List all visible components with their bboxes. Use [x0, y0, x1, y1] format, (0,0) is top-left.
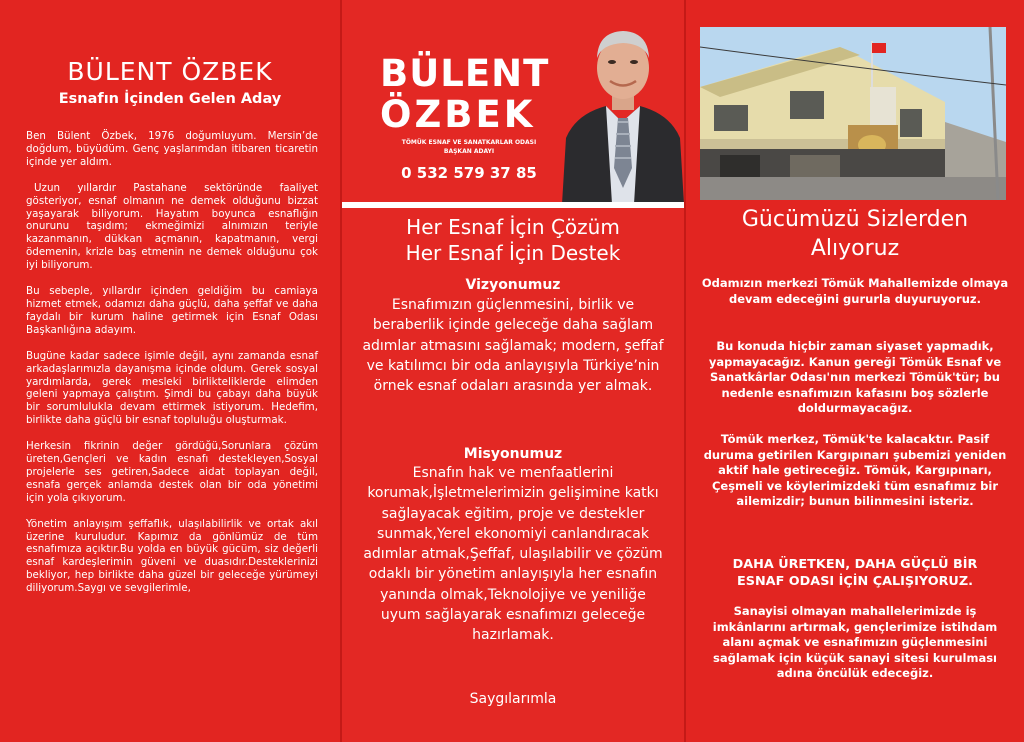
branch-text: Tömük merkez, Tömük'te kalacaktır. Pasif duruma getirilen Kargıpınarı şubemizi yeniden aktif hale getireceğiz. Tömük, Kargıpınarı, Çeşmeli ve köylerimizdeki tüm esnafımız bir ailemizdir; bunun bilinmesini isteriz. — [703, 432, 1007, 509]
headline-line: Her Esnaf İçin Çözüm — [406, 215, 620, 239]
slogan-line: DAHA ÜRETKEN, DAHA GÜÇLÜ BİR — [732, 557, 978, 572]
section-headline — [686, 205, 1024, 263]
closing-text: Saygılarımla — [469, 691, 557, 707]
bio-paragraph: Herkesin fikrinin değer gördüğü,Sorunlara çözüm üreten,Gençleri ve kadın esnafı destekleyen,Sosyal projelerle ses getiren,Sadece aidat toplayan değil, esnafa gerçek anlamda destek olan bir oda yönetimi için yola çıkıyorum. — [26, 440, 318, 504]
headline-line: Alıyoruz — [810, 236, 900, 261]
bio-paragraph: Bugüne kadar sadece işimle değil, aynı zamanda esnaf arkadaşlarımızla dayanışma içinde oldum. Gerek sosyal yardımlarda, gerek mesleki birlikteliklerde elimden geleni yapmaya çalıştım. Şimdi bu çabayı daha büyük bir sorumlulukla devam ettirmek istiyorum. Hedefim, birlikte daha güçlü bir esnaf topluluğu oluşturmak. — [26, 349, 318, 427]
candidate-name-heading: BÜLENT ÖZBEK — [67, 57, 273, 86]
vision-label: Vizyonumuz — [465, 277, 561, 293]
bio-paragraph: Yönetim anlayışım şeffaflık, ulaşılabilirlik ve ortak akıl üzerine kuruludur. Kapımız da gönlümüz de tüm esnafımıza açıktır.Bu yolda en büyük gücüm, siz değerli esnaf kardeşlerimin güveni ve duasıdır.Desteklerinizi bekliyor, hep birlikte daha güzel bir geleceğe yürümeyi diliyorum.Saygı ve sevgilerimle, — [26, 517, 318, 595]
fold-line — [340, 0, 342, 742]
bio-paragraph: Uzun yıllardır Pastahane sektöründe faaliyet gösteriyor, esnaf olmanın ne demek olduğunu bizzat yaşayarak biliyorum. Hayatım boyunca esnaflığın onurunu taşıdım; ekmeğimizi alnımızın teriyle kazanmanın, dükkan açmanın, kapatmanın, vergi ödemenin, krizle baş etmenin ne demek olduğunu çok iyi biliyorum. — [26, 181, 318, 272]
office-building-photo — [700, 27, 1006, 200]
vision-text: Esnafımızın güçlenmesini, birlik ve beraberlik içinde geleceğe daha sağlam adımlar atmasını sağlamak; modern, şeffaf ve katılımcı bir oda anlayışıyla Türkiye’nin örnek esnaf odaları arasında yer almak. — [362, 297, 664, 395]
cover-name-first: BÜLENT — [380, 52, 550, 95]
role-line: TÖMÜK ESNAF VE SANATKARLAR ODASI — [401, 139, 537, 146]
bio-paragraph: Ben Bülent Özbek, 1976 doğumluyum. Mersin’de doğdum, büyüdüm. Genç yaşlarımdan itibaren ticaretin içinde yer aldım. — [26, 130, 318, 168]
bio-paragraph: Bu sebeple, yıllardır içinden geldiğim bu camiaya hizmet etmek, odamızı daha güçlü, daha şeffaf ve daha faydalı bir kurum haline getirmek için Esnaf Odası Başkanlığına adayım. — [26, 285, 318, 336]
mission-label: Misyonumuz — [463, 446, 563, 462]
candidate-role — [376, 138, 562, 156]
policy-text: Bu konuda hiçbir zaman siyaset yapmadık, yapmayacağız. Kanun gereği Tömük Esnaf ve Sanatkârlar Odası'nın merkezi Tömük'tür; bu nedenle esnafımızın kafasını boş sözlerle doldurmayacağız. — [708, 339, 1002, 416]
candidate-subtitle: Esnafın İçinden Gelen Aday — [58, 91, 282, 107]
slogan — [700, 556, 1010, 590]
slogan-line: ESNAF ODASI İÇİN ÇALIŞIYORUZ. — [737, 574, 973, 589]
headline-line: Gücümüzü Sizlerden — [741, 207, 969, 232]
mission-text: Esnafın hak ve menfaatlerini korumak,İşletmelerimizin gelişimine katkı sağlayacak eğitim, proje ve destekler sunmak,Yerel ekonomiyi canlandıracak adımlar atmak,Şeffaf, ulaşılabilir ve çözüm odaklı bir yönetim anlayışıyla her esnafın yanında olmak,Teknolojiye ve yeniliğe uyum sağlayarak esnafımızı geleceğe hazırlamak. — [363, 465, 663, 644]
role-line: BAŞKAN ADAYI — [443, 148, 495, 155]
industry-text: Sanayisi olmayan mahallelerimizde iş imkânlarını artırmak, gençlerimize istihdam alanı açmak ve esnafımızın güçlenmesini sağlamak için küçük sanayi sitesi kurulması adına öncülük edeceğiz. — [712, 604, 998, 681]
divider — [342, 202, 684, 208]
campaign-headline — [342, 214, 684, 266]
fold-line — [684, 0, 686, 742]
phone-number: 0 532 579 37 85 — [401, 164, 537, 182]
candidate-portrait — [562, 18, 684, 204]
biography-text — [26, 130, 318, 608]
headline-line: Her Esnaf İçin Destek — [405, 241, 621, 265]
headquarters-text: Odamızın merkezi Tömük Mahallemizde olmaya devam edeceğini gururla duyuruyoruz. — [701, 276, 1009, 306]
cover-name-last: ÖZBEK — [380, 93, 536, 136]
